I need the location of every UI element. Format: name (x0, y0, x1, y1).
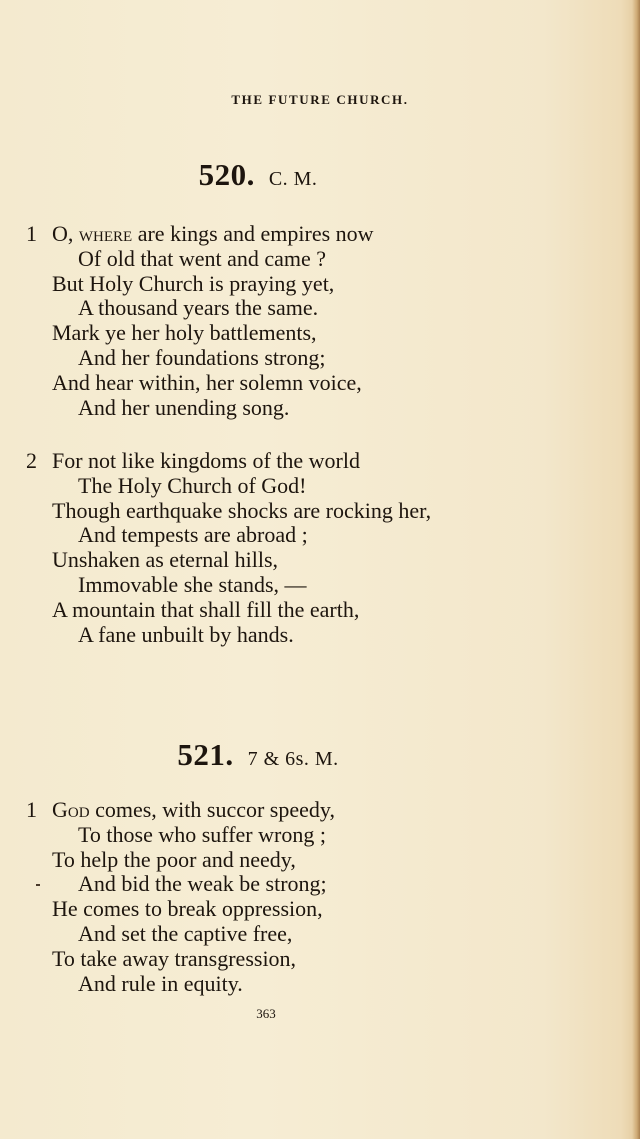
stanza (26, 449, 626, 647)
verse-line (26, 272, 626, 297)
verse-line (26, 573, 626, 598)
verse-line (26, 872, 626, 897)
page-edge-shadow (632, 0, 640, 1139)
verse-line-text: And bid the weak be strong; (78, 871, 327, 897)
verse-line-text: To help the poor and needy, (52, 846, 296, 872)
verse-line (26, 523, 626, 548)
verse-line (26, 396, 626, 421)
verse-line-text: A fane unbuilt by hands. (78, 621, 294, 647)
verse-line-text: To take away transgression, (52, 945, 297, 971)
verse-line (26, 296, 626, 321)
verse-line-text: And her foundations strong; (78, 344, 326, 370)
verse-line-text: And set the captive free, (78, 920, 293, 946)
verse-line-text: He comes to break oppression, (52, 896, 323, 922)
hymn-meter: 7 & 6s. M. (247, 748, 339, 770)
verse-line (26, 222, 626, 247)
hymn-number: 521. (177, 737, 234, 772)
verse-line-text: Immovable she stands, — (78, 571, 307, 597)
verse-line (26, 922, 626, 947)
running-head: THE FUTURE CHURCH. (231, 92, 409, 107)
verse-line-rest: comes, with succor speedy, (89, 797, 335, 822)
verse-line (26, 623, 626, 648)
verse-line (26, 371, 626, 396)
verse-line (26, 474, 626, 499)
verse-line-text: But Holy Church is praying yet, (52, 270, 335, 296)
verse-line-text: And tempests are abroad ; (78, 522, 308, 548)
verse-line-text (52, 222, 374, 247)
hymn-number: 520. (198, 157, 255, 192)
hymn-heading-521 (0, 737, 516, 773)
verse-line-text: The Holy Church of God! (78, 472, 307, 498)
verse-line (26, 823, 626, 848)
page-number: 363 (256, 1006, 276, 1021)
verse-line-text: A thousand years the same. (78, 295, 319, 321)
verse-line-lead: O, (52, 221, 79, 246)
verse-line-text: To those who suffer wrong ; (78, 821, 326, 847)
verse-line-text (52, 798, 335, 823)
verse-line-text: Mark ye her holy battlements, (52, 320, 317, 346)
verse-line-text: Unshaken as eternal hills, (52, 547, 279, 573)
verse-line-text: A mountain that shall fill the earth, (52, 596, 360, 622)
verse-line (26, 798, 626, 823)
verse-line (26, 247, 626, 272)
verse-line (26, 897, 626, 922)
verse-line (26, 848, 626, 873)
stray-ink-mark (36, 884, 40, 886)
verse-line-text: And rule in equity. (78, 970, 243, 996)
verse-line-text: Though earthquake shocks are rocking her, (52, 497, 432, 523)
verse-line (26, 321, 626, 346)
verse-line-text: For not like kingdoms of the world (52, 448, 360, 473)
verse-line-text: And hear within, her solemn voice, (52, 369, 362, 395)
stanza-number: 2 (26, 448, 37, 473)
verse-line-smallcaps: God (52, 797, 90, 822)
stanza-number: 1 (26, 797, 37, 822)
verse-line (26, 972, 626, 997)
verse-line (26, 499, 626, 524)
verse-line (26, 947, 626, 972)
verse-line (26, 548, 626, 573)
verse-line (26, 346, 626, 371)
verse-line-smallcaps: where (78, 221, 133, 246)
hymn-meter: C. M. (268, 168, 318, 190)
stanza-number: 1 (26, 221, 37, 246)
stanza (26, 798, 626, 996)
verse-line (26, 449, 626, 474)
verse-line-text: Of old that went and came ? (78, 245, 327, 271)
stanza (26, 222, 626, 420)
verse-line-text: And her unending song. (78, 394, 290, 420)
verse-line (26, 598, 626, 623)
verse-line-rest: are kings and empires now (132, 221, 374, 246)
hymn-heading-520 (0, 157, 516, 193)
